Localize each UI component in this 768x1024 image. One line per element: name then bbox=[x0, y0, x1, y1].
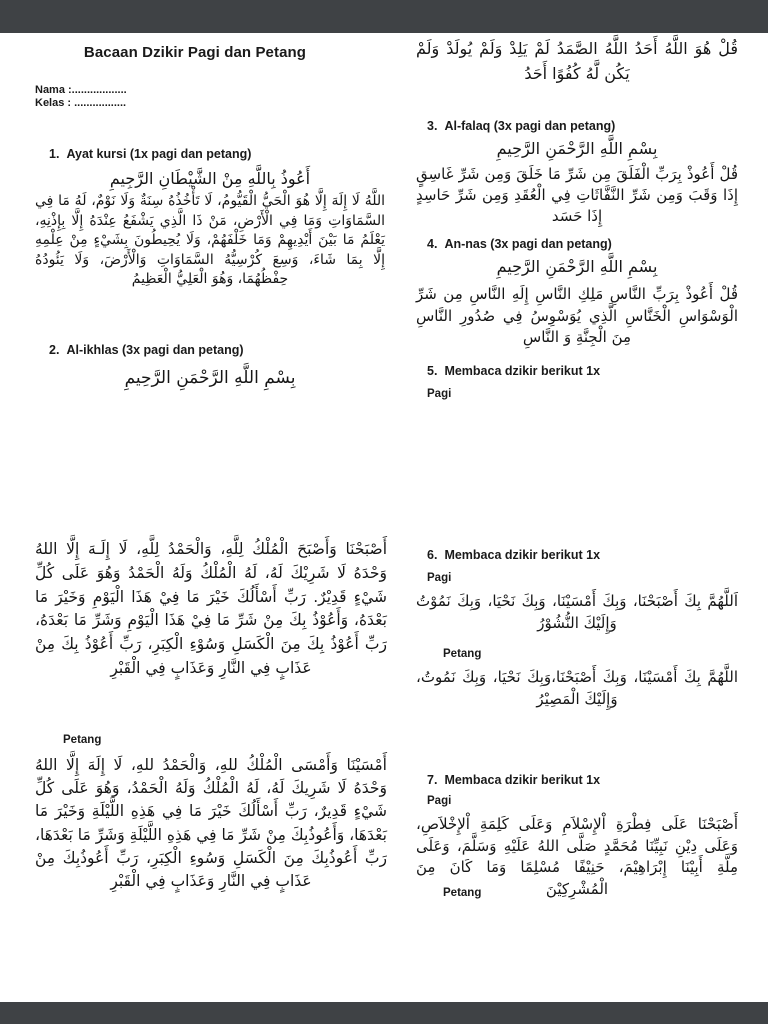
section-7-number: 7. bbox=[427, 773, 438, 787]
section-3-heading bbox=[427, 119, 615, 133]
petang-label: Petang bbox=[63, 734, 102, 746]
bismillah-text: بِسْمِ اللَّهِ الرَّحْمَنِ الرَّحِيمِ bbox=[124, 368, 296, 388]
section-4-number: 4. bbox=[427, 237, 438, 251]
pagi-dhikr-text: اَللَّهُمَّ بِكَ أَصْبَحْنَا، وَبِكَ أَمْسَيْنَا، وَبِكَ نَحْيَا، وَبِكَ نَمُوْتُ وَإِلَيْكَ النُّشُوْرُ bbox=[416, 592, 738, 632]
pagi-dhikr-text: أَصْبَحْنَا عَلَى فِطْرَةِ اْلإِسْلاَمِ وَعَلَى كَلِمَةِ اْلإِخْلاَصِ، وَعَلَى دِيْنِ نَبِيِّنَا مُحَمَّدٍ صَلَّى اللهُ عَلَيْهِ وَسَلَّمَ، وَعَلَى مِلَّةِ أَبِيْنَا إِبْرَاهِيْمَ، حَنِيْفًا مُسْلِمًا وَمَا كَانَ مِنَ الْمُشْرِكِيْنَ bbox=[416, 815, 738, 898]
kelas-field-line: Kelas : ................. bbox=[35, 97, 127, 109]
section-1-number: 1. bbox=[49, 147, 60, 161]
bismillah-text: بِسْمِ اللَّهِ الرَّحْمَنِ الرَّحِيمِ bbox=[496, 257, 658, 276]
petang-label: Petang bbox=[443, 887, 482, 899]
section-5-heading bbox=[427, 364, 600, 378]
section-3-number: 3. bbox=[427, 119, 438, 133]
section-4-title: An-nas (3x pagi dan petang) bbox=[444, 237, 612, 251]
section-1-heading bbox=[49, 147, 251, 161]
viewer-bottom-bar bbox=[0, 1002, 768, 1024]
section-6-heading bbox=[427, 548, 600, 562]
viewer-top-bar bbox=[0, 0, 768, 33]
an-nas-text: قُلْ أَعُوذْ بِرَبِّ النَّاسِ مَلِكِ النَّاسِ إِلَهِ النَّاسِ مِن شَرِّ الْوَسْوَاسِ الْخَنَّاسِ الَّذِي يُوَسْوِسُ فِي صُدُورِ النَّاسِ مِنَ الْجِنَّةِ وَ النَّاسِ bbox=[416, 285, 738, 346]
section-7-heading bbox=[427, 773, 600, 787]
section-5-title: Membaca dzikir berikut 1x bbox=[444, 364, 601, 378]
taawudz-text: أَعُوذُ بِاللَّهِ مِنْ الشَّيْطَانِ الرَّجِيمِ bbox=[109, 169, 311, 188]
ayat-kursi-text: اللَّهُ لَا إِلَهَ إِلَّا هُوَ الْحَيُّ الْقَيُّومُ، لَا تَأْخُذُهُ سِنَةٌ وَلَا نَوْمٌ، لَهُ مَا فِي السَّمَاوَاتِ وَمَا فِي الْأَرْضِ، مَنْ ذَا الَّذِي يَشْفَعُ عِنْدَهُ إِلَّا بِإِذْنِهِ، يَعْلَمُ مَا بَيْنَ أَيْدِيهِمْ وَمَا خَلْفَهُمْ، وَلَا يُحِيطُونَ بِشَيْءٍ مِنْ عِلْمِهِ إِلَّا بِمَا شَاءَ، وَسِعَ كُرْسِيُّهُ السَّمَاوَاتِ وَالْأَرْضَ، وَلَا يَئُودُهُ حِفْظُهُمَا، وَهُوَ الْعَلِيُّ الْعَظِيمُ bbox=[35, 193, 385, 288]
pagi-label: Pagi bbox=[427, 795, 452, 807]
section-3-title: Al-falaq (3x pagi dan petang) bbox=[444, 119, 616, 133]
section-4-heading bbox=[427, 237, 612, 251]
section-1-title: Ayat kursi (1x pagi dan petang) bbox=[66, 147, 252, 161]
petang-dhikr-text: أَمْسَيْنَا وَأَمْسَى الْمُلْكُ للهِ، وَالْحَمْدُ للهِ، لَا إِلَهَ إِلَّا اللهُ وَحْدَهُ لَا شَرِيكَ لَهُ، لَهُ الْمُلْكُ وَلَهُ الْحَمْدُ، وَهُوَ عَلَى كُلِّ شَيْءٍ قَدِيرٌ، رَبِّ أَسْأَلُكَ خَيْرَ مَا فِي هَذِهِ اللَّيْلَةِ وَخَيْرَ مَا بَعْدَهَا، وَأَعُوذُبِكَ مِنْ شَرِّ مَا فِي هَذِهِ اللَّيْلَةِ وَشَرِّ مَا بَعْدَهَا، رَبِّ أَعُوذُبِكَ مِنَ الْكَسَلِ وَسُوءِ الْكِبَرِ، رَبِّ أَعُوذُبِكَ مِنْ عَذَابٍ فِي النَّارِ وَعَذَابٍ فِي الْقَبْرِ bbox=[34, 756, 387, 891]
section-5-number: 5. bbox=[427, 364, 438, 378]
petang-label: Petang bbox=[443, 648, 482, 660]
pagi-label: Pagi bbox=[427, 572, 452, 584]
petang-dhikr-text: اللَّهُمَّ بِكَ أَمْسَيْنَا، وَبِكَ أَصْبَحْنَا،وَبِكَ نَحْيَا، وَبِكَ نَمُوتُ، وَإِلَيْكَ الْمَصِيْرُ bbox=[416, 668, 738, 708]
section-6-title: Membaca dzikir berikut 1x bbox=[444, 548, 601, 562]
section-2-title: Al-ikhlas (3x pagi dan petang) bbox=[66, 343, 244, 357]
page-title: Bacaan Dzikir Pagi dan Petang bbox=[83, 44, 307, 61]
al-falaq-text: قُلْ أَعُوذْ بِرَبِّ الْفَلَقَ مِن شَرِّ مَا خَلَقَ وَمِن شَرِّ غَاسِقٍ إِذَا وَقَبَ وَمِن شَرِّ النَّفَّاثَاتِ فِي الْعُقَدِ وَمِن شَرِّ حَاسِدٍ إِذَا حَسَد bbox=[416, 165, 738, 225]
nama-field-line: Nama :.................. bbox=[35, 84, 127, 96]
al-ikhlas-text: قُلْ هُوَ اللَّهُ أَحَدُ اللَّهُ الصَّمَدُ لَمْ يَلِدْ وَلَمْ يُولَدْ وَلَمْ يَكُن لَّهُ كُفُوًا أَحَدُ bbox=[416, 39, 738, 83]
bismillah-text: بِسْمِ اللَّهِ الرَّحْمَنِ الرَّحِيمِ bbox=[496, 139, 658, 158]
section-7-title: Membaca dzikir berikut 1x bbox=[444, 773, 601, 787]
pagi-label: Pagi bbox=[427, 388, 452, 400]
section-2-number: 2. bbox=[49, 343, 60, 357]
pagi-dhikr-text: أَصْبَحْنَا وَأَصْبَحَ الْمُلْكُ لِلَّهِ، وَالْحَمْدُ لِلَّهِ، لَا إِلَـهَ إِلَّا اللهُ وَحْدَهُ لَا شَرِيْكَ لَهُ، لَهُ الْمُلْكُ وَلَهُ الْحَمْدُ وَهُوَ عَلَى كُلِّ شَيْءٍ قَدِيْرٌ. رَبِّ أَسْأَلُكَ خَيْرَ مَا فِيْ هَذَا الْيَوْمِ وَخَيْرَ مَا بَعْدَهُ، وَأَعُوْذُ بِكَ مِنْ شَرِّ مَا فِيْ هَذَا الْيَوْمِ وَشَرِّ مَا بَعْدَهُ، رَبِّ أَعُوْذُ بِكَ مِنَ الْكَسَلِ وَسُوْءِ الْكِبَرِ، رَبِّ أَعُوْذُ بِكَ مِنْ عَذَابٍ فِي النَّارِ وَعَذَابٍ فِي الْقَبْرِ bbox=[35, 540, 387, 677]
section-2-heading bbox=[49, 343, 244, 357]
section-6-number: 6. bbox=[427, 548, 438, 562]
